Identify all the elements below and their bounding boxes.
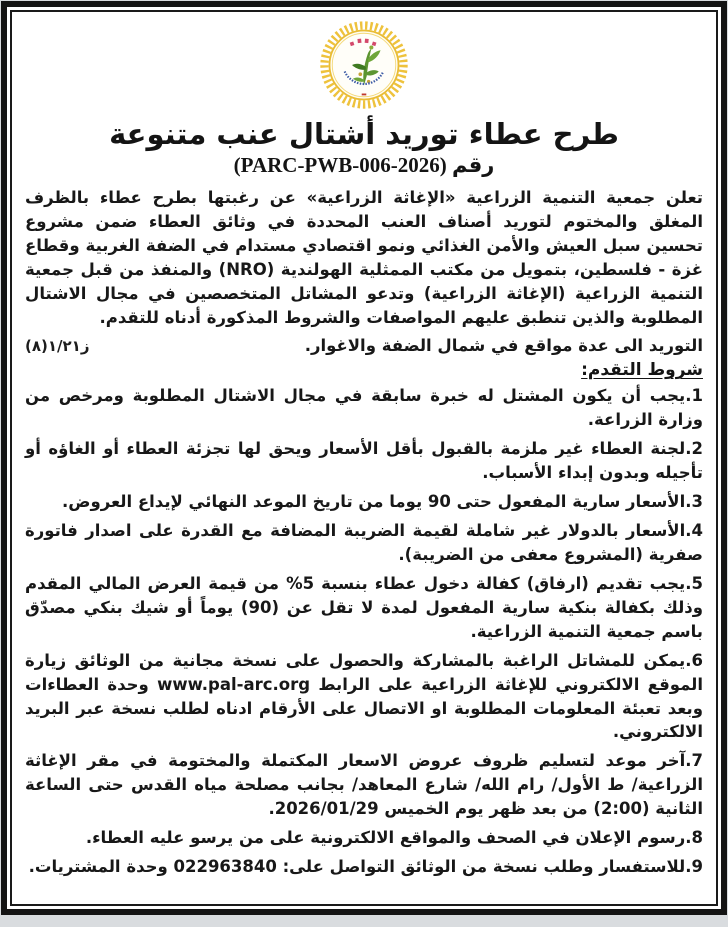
delivery-row	[25, 334, 703, 358]
logo-container	[25, 19, 703, 111]
tender-reference-number: رقم (PARC-PWB-006-2026)	[233, 153, 495, 177]
condition-item-5: 5.يجب تقديم (ارفاق) كفالة دخول عطاء بنسبة 5% من قيمة العرض المالي المقدم وذلك بكفالة بنكية سارية المفعول لمدة لا تقل عن (90) يوماً أو شيك بنكي مصدّق باسم جمعية التنمية الزراعية.	[25, 573, 703, 641]
condition-item-1: 1.يجب أن يكون المشتل له خبرة سابقة في مجال الاشتال المطلوبة ومرخص من وزارة الزراعة.	[25, 386, 703, 430]
conditions-heading: شروط التقدم:	[581, 360, 703, 381]
condition-item-7: 7.آخر موعد لتسليم ظروف عروض الاسعار المكتملة والمختومة في مقر الإغاثة الزراعية/ ط الأول/ رام الله/ شارع المعاهد/ بجانب مصلحة مياه القدس حتى الساعة الثانية (2:00) من بعد ظهر يوم الخميس 2026/01/29.	[25, 751, 703, 819]
condition-item-4: 4.الأسعار بالدولار غير شاملة لقيمة الضريبة المضافة مع القدرة على اصدار فاتورة صفرية (المشروع معفى من الضريبة).	[25, 521, 703, 564]
condition-item-8: 8.رسوم الإعلان في الصحف والمواقع الالكترونية على من يرسو عليه العطاء.	[85, 828, 703, 848]
delivery-note: التوريد الى عدة مواقع في شمال الضفة والاغوار.	[304, 335, 703, 355]
condition-item-3: 3.الأسعار سارية المفعول حتى 90 يوما من تاريخ الموعد النهائي لإيداع العروض.	[61, 492, 703, 512]
announcement-page	[1, 1, 727, 915]
condition-item-6: 6.يمكن للمشاتل الراغبة بالمشاركة والحصول على نسخة مجانية من الوثائق زيارة الموقع الالكتروني للإغاثة الزراعية على الرابط www.pal-arc.org وحدة العطاءات وبعد تعبئة المعلومات المطلوبة او الاتصال على الأرقام ادناه لطلب نسخة عبر البريد الالكتروني.	[25, 650, 704, 742]
condition-item-2: 2.لجنة العطاء غير ملزمة بالقبول بأقل الأسعار ويحق لها تجزئة العطاء أو الغاؤه أو تأجيله وبدون إبداء الأسباب.	[25, 439, 703, 483]
condition-item-9: 9.للاستفسار وطلب نسخة من الوثائق التواصل على: 022963840 وحدة المشتريات.	[28, 857, 703, 877]
parc-sun-logo-icon	[311, 19, 417, 111]
newspaper-filing-mark: ز١/٢١(٨)	[25, 336, 90, 355]
announcement-inner-frame	[10, 10, 718, 906]
intro-paragraph: تعلن جمعية التنمية الزراعية «الإغاثة الزراعية» عن رغبتها بطرح عطاء بالظرف المغلق والمختوم لتوريد أصناف العنب المحددة في وثائق العطاء ضمن مشروع تحسين سبل العيش والأمن الغذائي ونمو اقتصادي مستدام في الضفة الغربية وقطاع غزة - فلسطين، بتمويل من مكتب الممثلية الهولندية (NRO) والمنفذ من قبل جمعية التنمية الزراعية (الإغاثة الزراعية) وتدعو المشاتل المتخصصين في مجال الاشتال المطلوبة والذين تنطبق عليهم المواصفات والشروط المذكورة أدناه للتقدم.	[25, 188, 704, 327]
announcement-title: طرح عطاء توريد أشتال عنب متنوعة	[109, 117, 619, 151]
